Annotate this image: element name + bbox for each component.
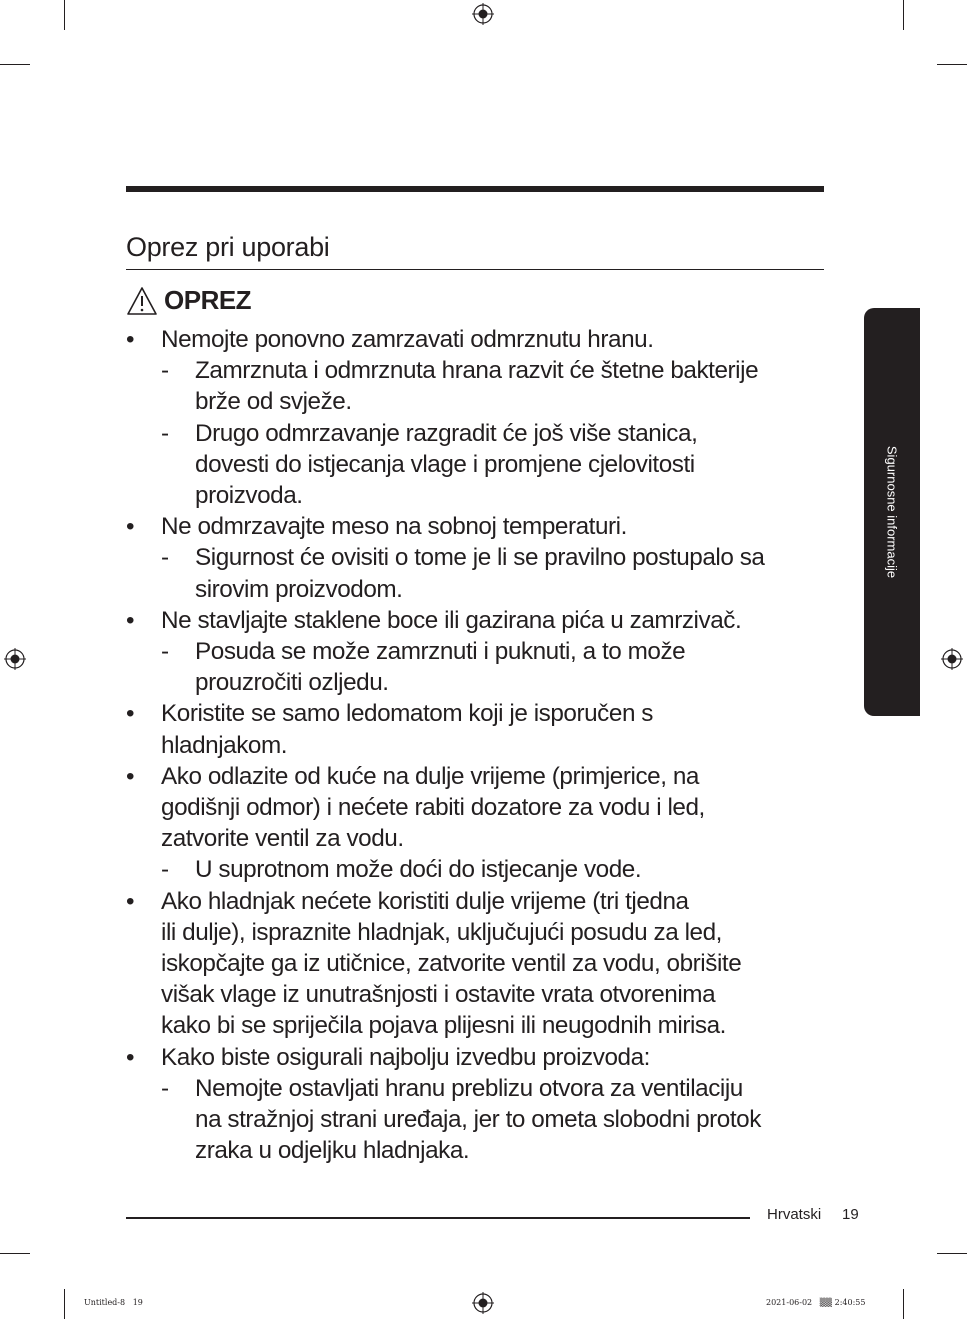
footer-page-number: 19 bbox=[842, 1206, 859, 1223]
bullet-mark: • bbox=[126, 513, 135, 541]
text-line: Drugo odmrzavanje razgradit će još više stanica, bbox=[195, 419, 698, 447]
list-item bbox=[126, 886, 826, 1042]
crop-mark bbox=[64, 0, 65, 30]
text-line: Sigurnost će ovisiti o tome je li se pravilno postupalo sa bbox=[195, 544, 765, 572]
text-line: višak vlage iz unutrašnjosti i ostavite vrata otvorenima bbox=[161, 981, 716, 1009]
dash-mark: - bbox=[161, 638, 169, 666]
title-rule bbox=[126, 269, 824, 270]
registration-mark-icon bbox=[4, 648, 26, 670]
top-rule bbox=[126, 186, 824, 192]
crop-mark bbox=[937, 1253, 967, 1254]
caution-list bbox=[126, 324, 826, 1166]
bullet-mark: • bbox=[126, 762, 135, 790]
text-line: ili dulje), ispraznite hladnjak, uključujući posudu za led, bbox=[161, 918, 722, 946]
text-line: Ne stavljajte staklene boce ili gazirana pića u zamrzivač. bbox=[161, 606, 742, 634]
text-line: godišnji odmor) i nećete rabiti dozatore za vodu i led, bbox=[161, 794, 705, 822]
registration-mark-icon bbox=[472, 1292, 494, 1314]
side-tab bbox=[864, 308, 920, 716]
text-line: Zamrznuta i odmrznuta hrana razvit će štetne bakterije bbox=[195, 357, 759, 385]
dash-mark: - bbox=[161, 357, 169, 385]
crop-mark bbox=[0, 64, 30, 65]
registration-mark-icon bbox=[472, 3, 494, 25]
bullet-mark: • bbox=[126, 1043, 135, 1071]
text-line: brže od svježe. bbox=[195, 388, 352, 416]
dash-mark: - bbox=[161, 856, 169, 884]
bullet-mark: • bbox=[126, 887, 135, 915]
text-line: Ako hladnjak nećete koristiti dulje vrijeme (tri tjedna bbox=[161, 887, 689, 915]
list-item bbox=[126, 605, 826, 636]
section-title: Oprez pri uporabi bbox=[126, 232, 330, 262]
text-line: hladnjakom. bbox=[161, 731, 288, 759]
bullet-mark: • bbox=[126, 606, 135, 634]
text-line: proizvoda. bbox=[195, 482, 303, 510]
print-timestamp: 2021-06-02 ▒▒ 2:40:55 bbox=[766, 1298, 866, 1307]
list-item bbox=[126, 761, 826, 855]
dash-mark: - bbox=[161, 419, 169, 447]
warning-triangle-icon bbox=[126, 286, 158, 316]
caution-heading bbox=[126, 285, 251, 316]
sub-list-item bbox=[126, 636, 826, 698]
text-line: prouzročiti ozljedu. bbox=[195, 669, 389, 697]
sub-list-item bbox=[126, 854, 826, 885]
footer-rule bbox=[126, 1217, 750, 1219]
sub-list-item bbox=[126, 355, 826, 417]
list-item bbox=[126, 1042, 826, 1073]
dash-mark: - bbox=[161, 544, 169, 572]
sub-list-item bbox=[126, 418, 826, 512]
text-line: kako bi se spriječila pojava plijesni ili neugodnih mirisa. bbox=[161, 1012, 726, 1040]
text-line: U suprotnom može doći do istjecanje vode. bbox=[195, 856, 642, 884]
text-line: na stražnjoj strani uređaja, jer to ometa slobodni protok bbox=[195, 1106, 761, 1134]
list-item bbox=[126, 511, 826, 542]
crop-mark bbox=[937, 64, 967, 65]
list-item bbox=[126, 698, 826, 760]
bullet-mark: • bbox=[126, 700, 135, 728]
text-line: sirovim proizvodom. bbox=[195, 575, 403, 603]
text-line: Posuda se može zamrznuti i puknuti, a to može bbox=[195, 638, 686, 666]
text-line: Kako biste osigurali najbolju izvedbu proizvoda: bbox=[161, 1043, 650, 1071]
crop-mark bbox=[903, 1289, 904, 1319]
text-line: Ako odlazite od kuće na dulje vrijeme (primjerice, na bbox=[161, 762, 699, 790]
list-item bbox=[126, 324, 826, 355]
crop-mark bbox=[64, 1289, 65, 1319]
caution-label: OPREZ bbox=[164, 285, 252, 315]
crop-mark bbox=[0, 1253, 30, 1254]
sub-list-item bbox=[126, 1073, 826, 1167]
text-line: zatvorite ventil za vodu. bbox=[161, 825, 404, 853]
text-line: dovesti do istjecanja vlage i promjene cjelovitosti bbox=[195, 450, 695, 478]
text-line: zraka u odjeljku hladnjaka. bbox=[195, 1137, 470, 1165]
text-line: iskopčajte ga iz utičnice, zatvorite ventil za vodu, obrišite bbox=[161, 950, 742, 978]
footer-language: Hrvatski bbox=[767, 1206, 822, 1223]
crop-mark bbox=[903, 0, 904, 30]
text-line: Ne odmrzavajte meso na sobnoj temperaturi. bbox=[161, 513, 627, 541]
side-tab-label: Sigurnosne informacije bbox=[884, 445, 900, 579]
text-line: Koristite se samo ledomatom koji je isporučen s bbox=[161, 700, 654, 728]
dash-mark: - bbox=[161, 1074, 169, 1102]
registration-mark-icon bbox=[941, 648, 963, 670]
bullet-mark: • bbox=[126, 326, 135, 353]
text-line: Nemojte ostavljati hranu preblizu otvora za ventilaciju bbox=[195, 1074, 743, 1102]
print-file-label: Untitled-8 19 bbox=[84, 1298, 143, 1307]
text-line: Nemojte ponovno zamrzavati odmrznutu hranu. bbox=[161, 326, 654, 353]
sub-list-item bbox=[126, 542, 826, 604]
